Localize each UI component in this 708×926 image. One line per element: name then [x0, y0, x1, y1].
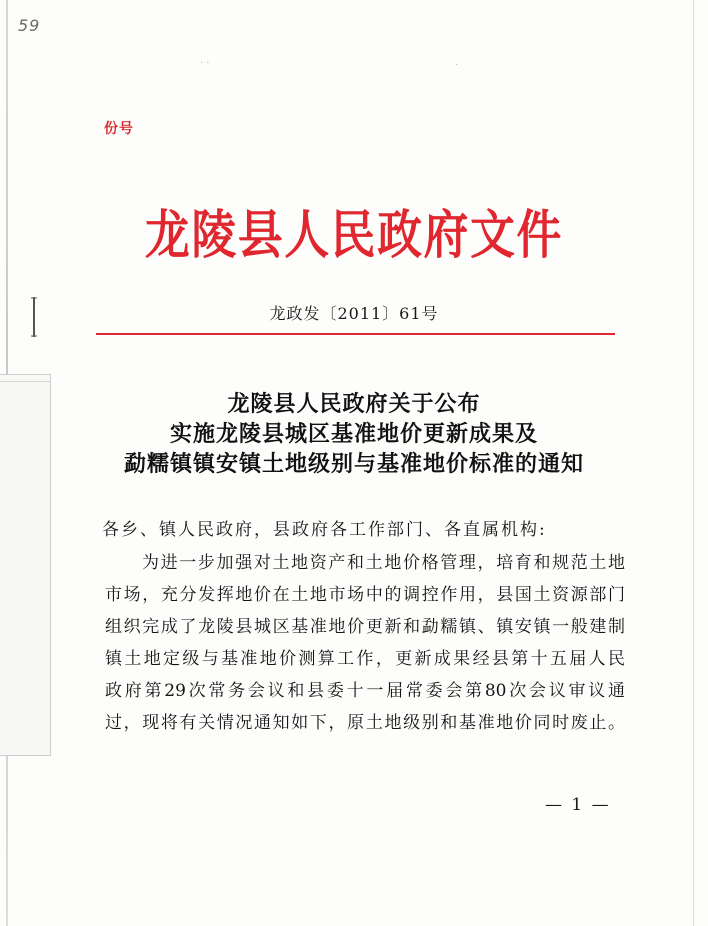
- page-number: — 1 —: [545, 795, 611, 815]
- body-line: 过，现将有关情况通知如下，原土地级别和基准地价同时废止。: [105, 713, 625, 733]
- body-line: 政府第29次常务会议和县委十一届常委会第80次会议审议通: [105, 681, 625, 701]
- scan-speck: ·: [455, 60, 459, 71]
- addressee-line: 各乡、镇人民政府，县政府各工作部门、各直属机构:: [102, 520, 547, 540]
- handwritten-page-mark: 59: [18, 16, 41, 35]
- subject-line: 实施龙陵县城区基准地价更新成果及: [169, 421, 538, 447]
- subject-line: 龙陵县人民政府关于公布: [227, 391, 481, 417]
- body-line: 市场，充分发挥地价在土地市场中的调控作用，县国土资源部门: [105, 585, 625, 605]
- scan-speck: · ·: [200, 58, 210, 69]
- document-header-title: 龙陵县人民政府文件: [145, 206, 563, 266]
- red-separator-rule: [96, 333, 615, 335]
- document-subject: [0, 389, 708, 479]
- body-line: 镇土地定级与基准地价测算工作，更新成果经县第十五届人民: [105, 649, 625, 669]
- copy-number-label: 份号: [104, 121, 134, 137]
- body-line: 组织完成了龙陵县城区基准地价更新和勐糯镇、镇安镇一般建制: [105, 617, 625, 637]
- subject-line: 勐糯镇镇安镇土地级别与基准地价标准的通知: [123, 451, 584, 477]
- body-line: 为进一步加强对土地资产和土地价格管理，培育和规范土地: [142, 553, 625, 573]
- body-paragraph: [105, 547, 625, 739]
- document-number: 龙政发〔2011〕61号: [269, 304, 439, 323]
